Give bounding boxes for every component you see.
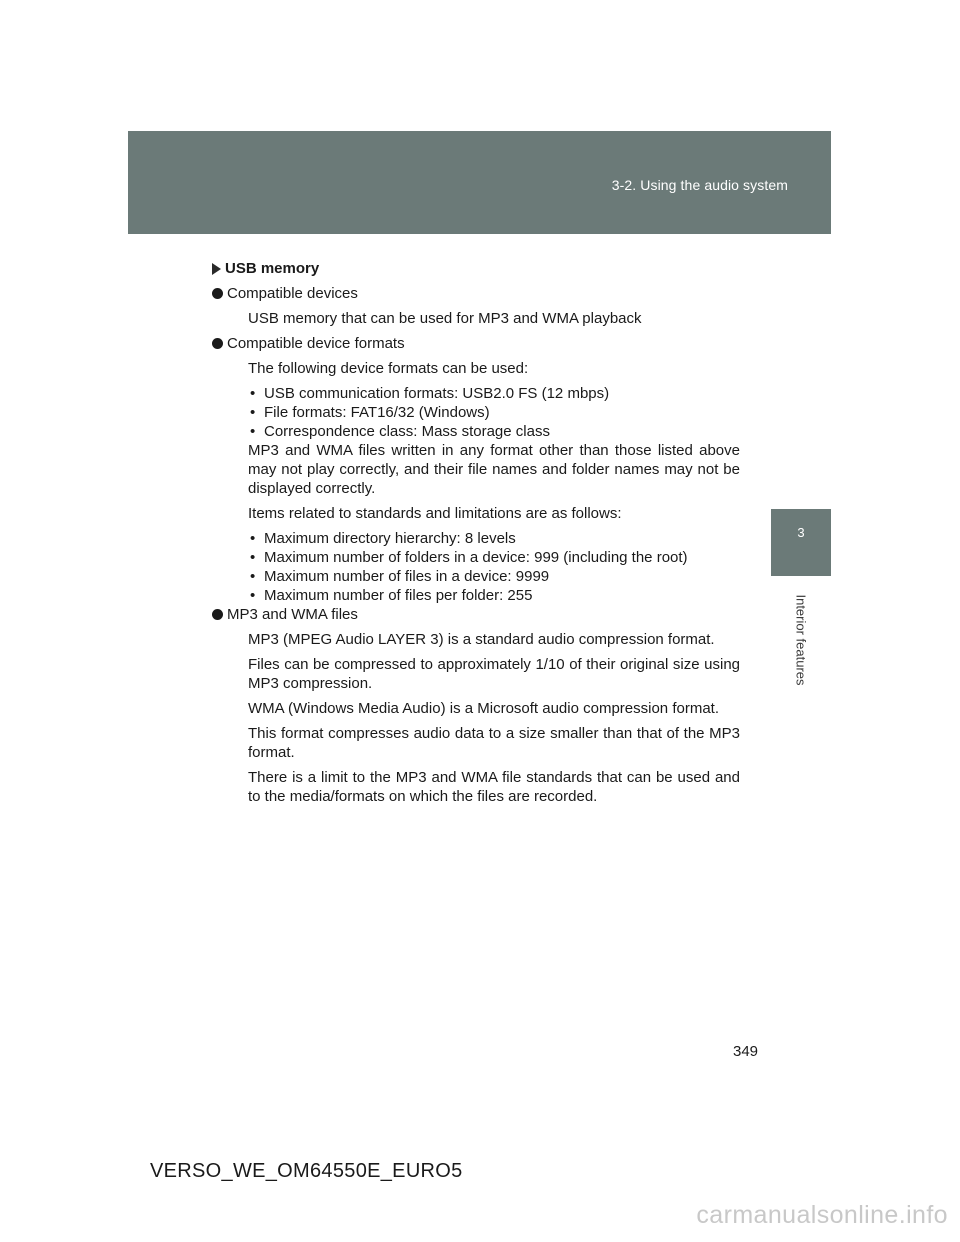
list-item: • Maximum number of files per folder: 255 bbox=[248, 586, 740, 605]
document-code: VERSO_WE_OM64550E_EURO5 bbox=[150, 1160, 463, 1182]
paragraph: Files can be compressed to approximately 1/10 of their original size using MP3 compression. bbox=[248, 656, 740, 692]
triangle-bullet-icon bbox=[212, 263, 221, 275]
subheading-device-formats bbox=[212, 334, 740, 353]
chapter-title: Interior features bbox=[793, 594, 809, 686]
paragraph: WMA (Windows Media Audio) is a Microsoft audio compression format. bbox=[248, 700, 719, 717]
chapter-number: 3 bbox=[797, 525, 805, 540]
circle-bullet-icon bbox=[212, 609, 223, 620]
paragraph: The following device formats can be used: bbox=[248, 360, 529, 377]
format-list bbox=[248, 384, 740, 441]
paragraph: MP3 and WMA files written in any format other than those listed above may not play correctly, and their file names and folder names may not be displayed correctly. bbox=[248, 442, 740, 497]
subheading-mp3-wma bbox=[212, 605, 740, 624]
page-content bbox=[212, 259, 740, 812]
circle-bullet-icon bbox=[212, 288, 223, 299]
header-band bbox=[128, 131, 831, 234]
subheading-compatible-devices bbox=[212, 284, 740, 303]
list-item: • Maximum number of files in a device: 9999 bbox=[248, 567, 740, 586]
paragraph: There is a limit to the MP3 and WMA file standards that can be used and to the media/formats on which the files are recorded. bbox=[248, 769, 740, 805]
subheading-text: MP3 and WMA files bbox=[227, 606, 358, 623]
paragraph: Items related to standards and limitations are as follows: bbox=[248, 505, 622, 522]
paragraph: USB memory that can be used for MP3 and WMA playback bbox=[248, 310, 642, 327]
paragraph: MP3 (MPEG Audio LAYER 3) is a standard audio compression format. bbox=[248, 631, 715, 648]
subheading-text: Compatible devices bbox=[227, 285, 358, 302]
heading-text: USB memory bbox=[225, 260, 320, 277]
list-item: • File formats: FAT16/32 (Windows) bbox=[248, 403, 740, 422]
list-item: • USB communication formats: USB2.0 FS (12 mbps) bbox=[248, 384, 740, 403]
watermark: carmanualsonline.info bbox=[696, 1201, 948, 1229]
section-title: 3-2. Using the audio system bbox=[611, 177, 788, 193]
list-item: • Maximum directory hierarchy: 8 levels bbox=[248, 529, 740, 548]
list-item: • Correspondence class: Mass storage class bbox=[248, 422, 740, 441]
circle-bullet-icon bbox=[212, 338, 223, 349]
limits-list bbox=[248, 529, 740, 605]
subheading-text: Compatible device formats bbox=[227, 335, 405, 352]
paragraph: This format compresses audio data to a size smaller than that of the MP3 format. bbox=[248, 725, 740, 761]
page-number: 349 bbox=[733, 1043, 759, 1060]
chapter-tab bbox=[771, 509, 831, 576]
section-heading bbox=[212, 259, 740, 278]
list-item: • Maximum number of folders in a device: 999 (including the root) bbox=[248, 548, 740, 567]
